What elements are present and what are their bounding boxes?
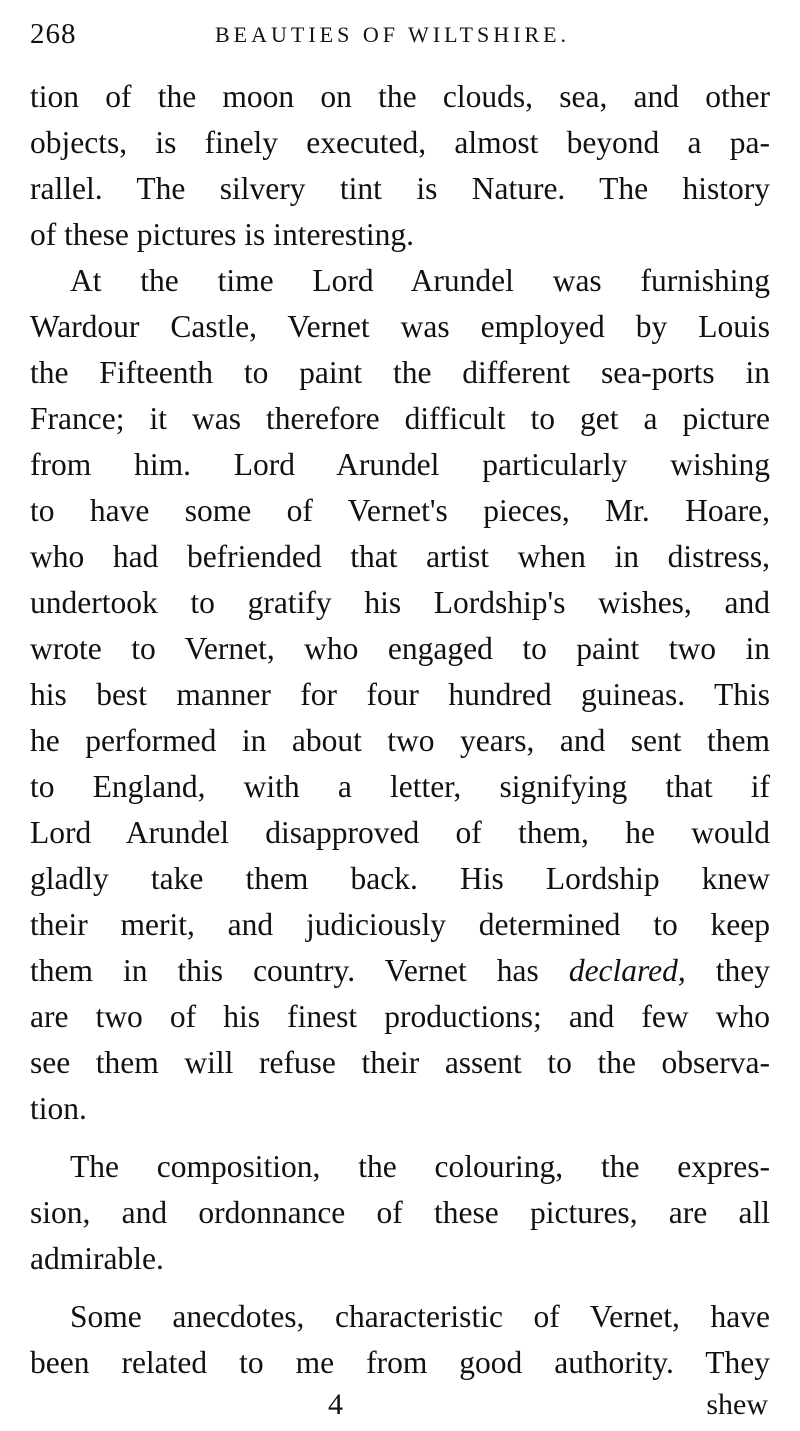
italic-emphasis: declared, — [568, 953, 686, 988]
text-line: who had befriended that artist when in distress, — [30, 539, 770, 574]
text-line: gladly take them back. His Lordship knew — [30, 861, 770, 896]
text-line: Wardour Castle, Vernet was employed by Louis — [30, 309, 770, 344]
text-line: objects, is finely executed, almost beyond a pa- — [30, 125, 770, 160]
text-line: he performed in about two years, and sent them — [30, 723, 770, 758]
text-line: of these pictures is interesting. — [30, 217, 415, 252]
text-line: Lord Arundel disapproved of them, he would — [30, 815, 770, 850]
text-line: from him. Lord Arundel particularly wishing — [30, 447, 770, 482]
text-line: At the time Lord Arundel was furnishing — [70, 263, 770, 298]
page-footer — [30, 1388, 770, 1428]
text-line-with-italic — [30, 948, 770, 994]
text-line: admirable. — [30, 1241, 164, 1276]
text-line: see them will refuse their assent to the observa- — [30, 1045, 770, 1080]
text-line: sion, and ordonnance of these pictures, are all — [30, 1195, 770, 1230]
paragraph-2 — [30, 258, 770, 1132]
catchword: shew — [706, 1388, 768, 1421]
text-line: rallel. The silvery tint is Nature. The history — [30, 171, 770, 206]
text-line: to England, with a letter, signifying that if — [30, 769, 770, 804]
paragraph-4 — [30, 1294, 770, 1386]
page-number: 268 — [30, 18, 77, 50]
text-line: been related to me from good authority. They — [30, 1345, 770, 1380]
running-head: BEAUTIES OF WILTSHIRE. — [215, 22, 571, 47]
text-line: his best manner for four hundred guineas. This — [30, 677, 770, 712]
text-line: the Fifteenth to paint the different sea-ports in — [30, 355, 770, 390]
text-line: undertook to gratify his Lordship's wishes, and — [30, 585, 770, 620]
text-segment: they — [685, 953, 770, 988]
text-line: their merit, and judiciously determined to keep — [30, 907, 770, 942]
text-line: are two of his finest productions; and few who — [30, 999, 770, 1034]
paragraph-spacer — [30, 1132, 770, 1144]
text-line: tion. — [30, 1091, 87, 1126]
text-line: to have some of Vernet's pieces, Mr. Hoare, — [30, 493, 770, 528]
text-segment: them in this country. Vernet has — [30, 953, 569, 988]
body-text — [30, 74, 770, 1386]
signature-mark: 4 — [328, 1388, 343, 1421]
text-line: The composition, the colouring, the expres- — [70, 1149, 770, 1184]
text-line: tion of the moon on the clouds, sea, and other — [30, 79, 770, 114]
text-line: Some anecdotes, characteristic of Vernet, have — [70, 1299, 770, 1334]
text-line: France; it was therefore difficult to get a picture — [30, 401, 770, 436]
text-line: wrote to Vernet, who engaged to paint two in — [30, 631, 770, 666]
paragraph-spacer — [30, 1282, 770, 1294]
paragraph-1 — [30, 74, 770, 258]
paragraph-3 — [30, 1144, 770, 1282]
page-header — [30, 18, 775, 58]
